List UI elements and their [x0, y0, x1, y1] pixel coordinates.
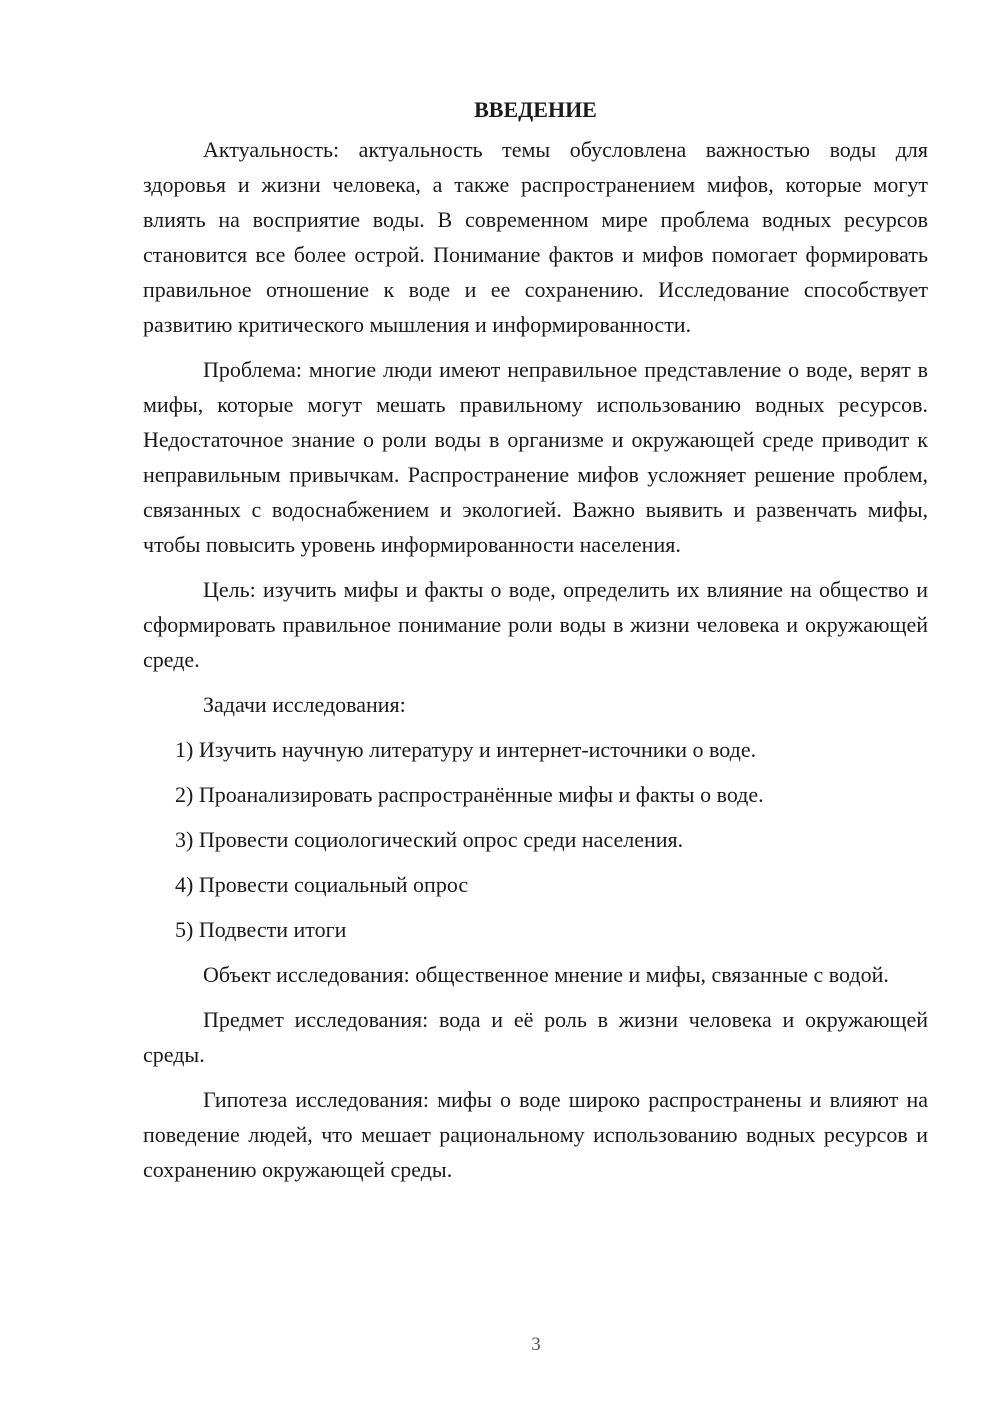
list-item: 1) Изучить научную литературу и интернет-источники о воде. — [175, 737, 757, 762]
list-item: 5) Подвести итоги — [175, 917, 347, 942]
tasks-heading: Задачи исследования: — [203, 692, 406, 717]
page-number-container — [0, 1334, 1000, 1356]
page-number: 3 — [531, 1334, 541, 1355]
relevance-paragraph: Актуальность: актуальность темы обусловлена важностью воды для здоровья и жизни человека, а также распространением мифов, которые могут влиять на восприятие воды. В современном мире проблема водных ресурсов становится все более острой. Понимание фактов и мифов помогает формировать правильное отношение к воде и ее сохранению. Исследование способствует развитию критического мышления и информированности. — [143, 137, 928, 337]
tasks-list — [143, 732, 928, 947]
goal-paragraph: Цель: изучить мифы и факты о воде, определить их влияние на общество и сформировать правильное понимание роли воды в жизни человека и окружающей среде. — [143, 577, 928, 672]
page-content — [143, 92, 928, 1197]
subject-paragraph: Предмет исследования: вода и её роль в жизни человека и окружающей среды. — [143, 1007, 928, 1067]
hypothesis-paragraph: Гипотеза исследования: мифы о воде широко распространены и влияют на поведение людей, что мешает рациональному использованию водных ресурсов и сохранению окружающей среды. — [143, 1087, 928, 1182]
object-paragraph: Объект исследования: общественное мнение и мифы, связанные с водой. — [203, 962, 889, 987]
problem-paragraph: Проблема: многие люди имеют неправильное представление о воде, верят в мифы, которые могут мешать правильному использованию водных ресурсов. Недостаточное знание о роли воды в организме и окружающей среде приводит к неправильным привычкам. Распространение мифов усложняет решение проблем, связанных с водоснабжением и экологией. Важно выявить и развенчать мифы, чтобы повысить уровень информированности населения. — [143, 357, 928, 557]
list-item: 3) Провести социологический опрос среди населения. — [175, 827, 684, 852]
page-title: ВВЕДЕНИЕ — [474, 97, 597, 122]
list-item: 2) Проанализировать распространённые мифы и факты о воде. — [175, 782, 764, 807]
list-item: 4) Провести социальный опрос — [175, 872, 469, 897]
